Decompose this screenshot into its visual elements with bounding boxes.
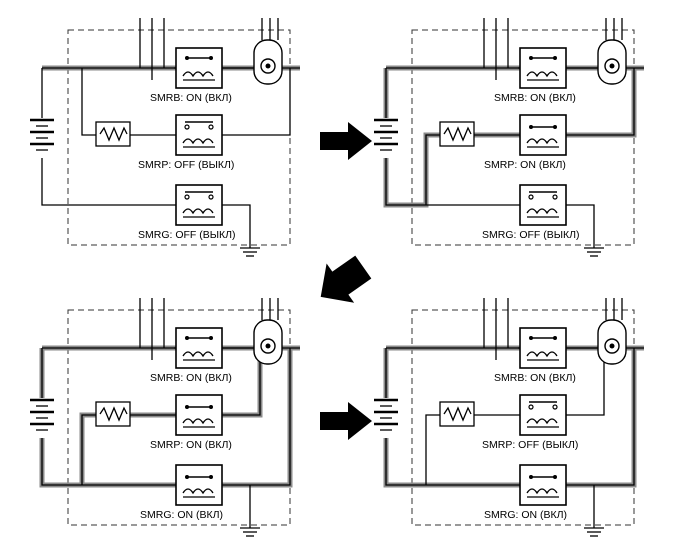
relay-smrg: [176, 185, 222, 225]
relay-smrg: [520, 185, 566, 225]
relay-smrb-label: SMRB: ON (ВКЛ): [494, 92, 576, 104]
service-plug: [254, 40, 282, 84]
precharge-resistor: [440, 402, 474, 426]
arrow-panel3-to-panel4: [316, 398, 376, 449]
relay-smrb: [176, 328, 222, 368]
relay-smrg-label: SMRG: OFF (ВЫКЛ): [138, 229, 236, 241]
relay-smrg-label: SMRG: ON (ВКЛ): [140, 509, 224, 521]
battery-symbol: [30, 120, 54, 150]
battery-symbol: [374, 400, 398, 430]
service-plug: [254, 320, 282, 364]
relay-smrg-label: SMRG: OFF (ВЫКЛ): [482, 229, 580, 241]
relay-smrb: [176, 48, 222, 88]
relay-smrp: [520, 115, 566, 155]
arrow-panel1-to-panel2: [316, 118, 376, 169]
relay-smrp-label: SMRP: ON (ВКЛ): [150, 439, 232, 451]
energized-path-main-ground-bus: [386, 348, 634, 485]
relay-smrp-label: SMRP: OFF (ВЫКЛ): [482, 439, 579, 451]
relay-smrp: [176, 115, 222, 155]
service-plug: [598, 320, 626, 364]
circuit-panel-1: [0, 0, 344, 280]
relay-smrb-label: SMRB: ON (ВКЛ): [150, 372, 232, 384]
energized-path-precharge-resistor-loop: [386, 68, 634, 205]
precharge-resistor: [440, 122, 474, 146]
relay-smrg: [520, 465, 566, 505]
circuit-panel-2: [344, 0, 688, 280]
relay-smrp-label: SMRP: OFF (ВЫКЛ): [138, 159, 235, 171]
relay-smrp-label: SMRP: ON (ВКЛ): [484, 159, 566, 171]
relay-smrb-label: SMRB: ON (ВКЛ): [150, 92, 232, 104]
relay-smrp: [176, 395, 222, 435]
circuit-panel-3: [0, 280, 344, 560]
precharge-resistor: [96, 402, 130, 426]
battery-symbol: [374, 120, 398, 150]
relay-smrb-label: SMRB: ON (ВКЛ): [494, 372, 576, 384]
relay-smrg-label: SMRG: ON (ВКЛ): [484, 509, 568, 521]
energized-path-precharge-resistor-loop: [42, 348, 260, 485]
relay-smrb: [520, 328, 566, 368]
circuit-panel-4: [344, 280, 688, 560]
service-plug: [598, 40, 626, 84]
arrow-panel2-to-panel3: [310, 252, 374, 317]
relay-smrb: [520, 48, 566, 88]
battery-symbol: [30, 400, 54, 430]
relay-smrg: [176, 465, 222, 505]
relay-smrp: [520, 395, 566, 435]
precharge-resistor: [96, 122, 130, 146]
